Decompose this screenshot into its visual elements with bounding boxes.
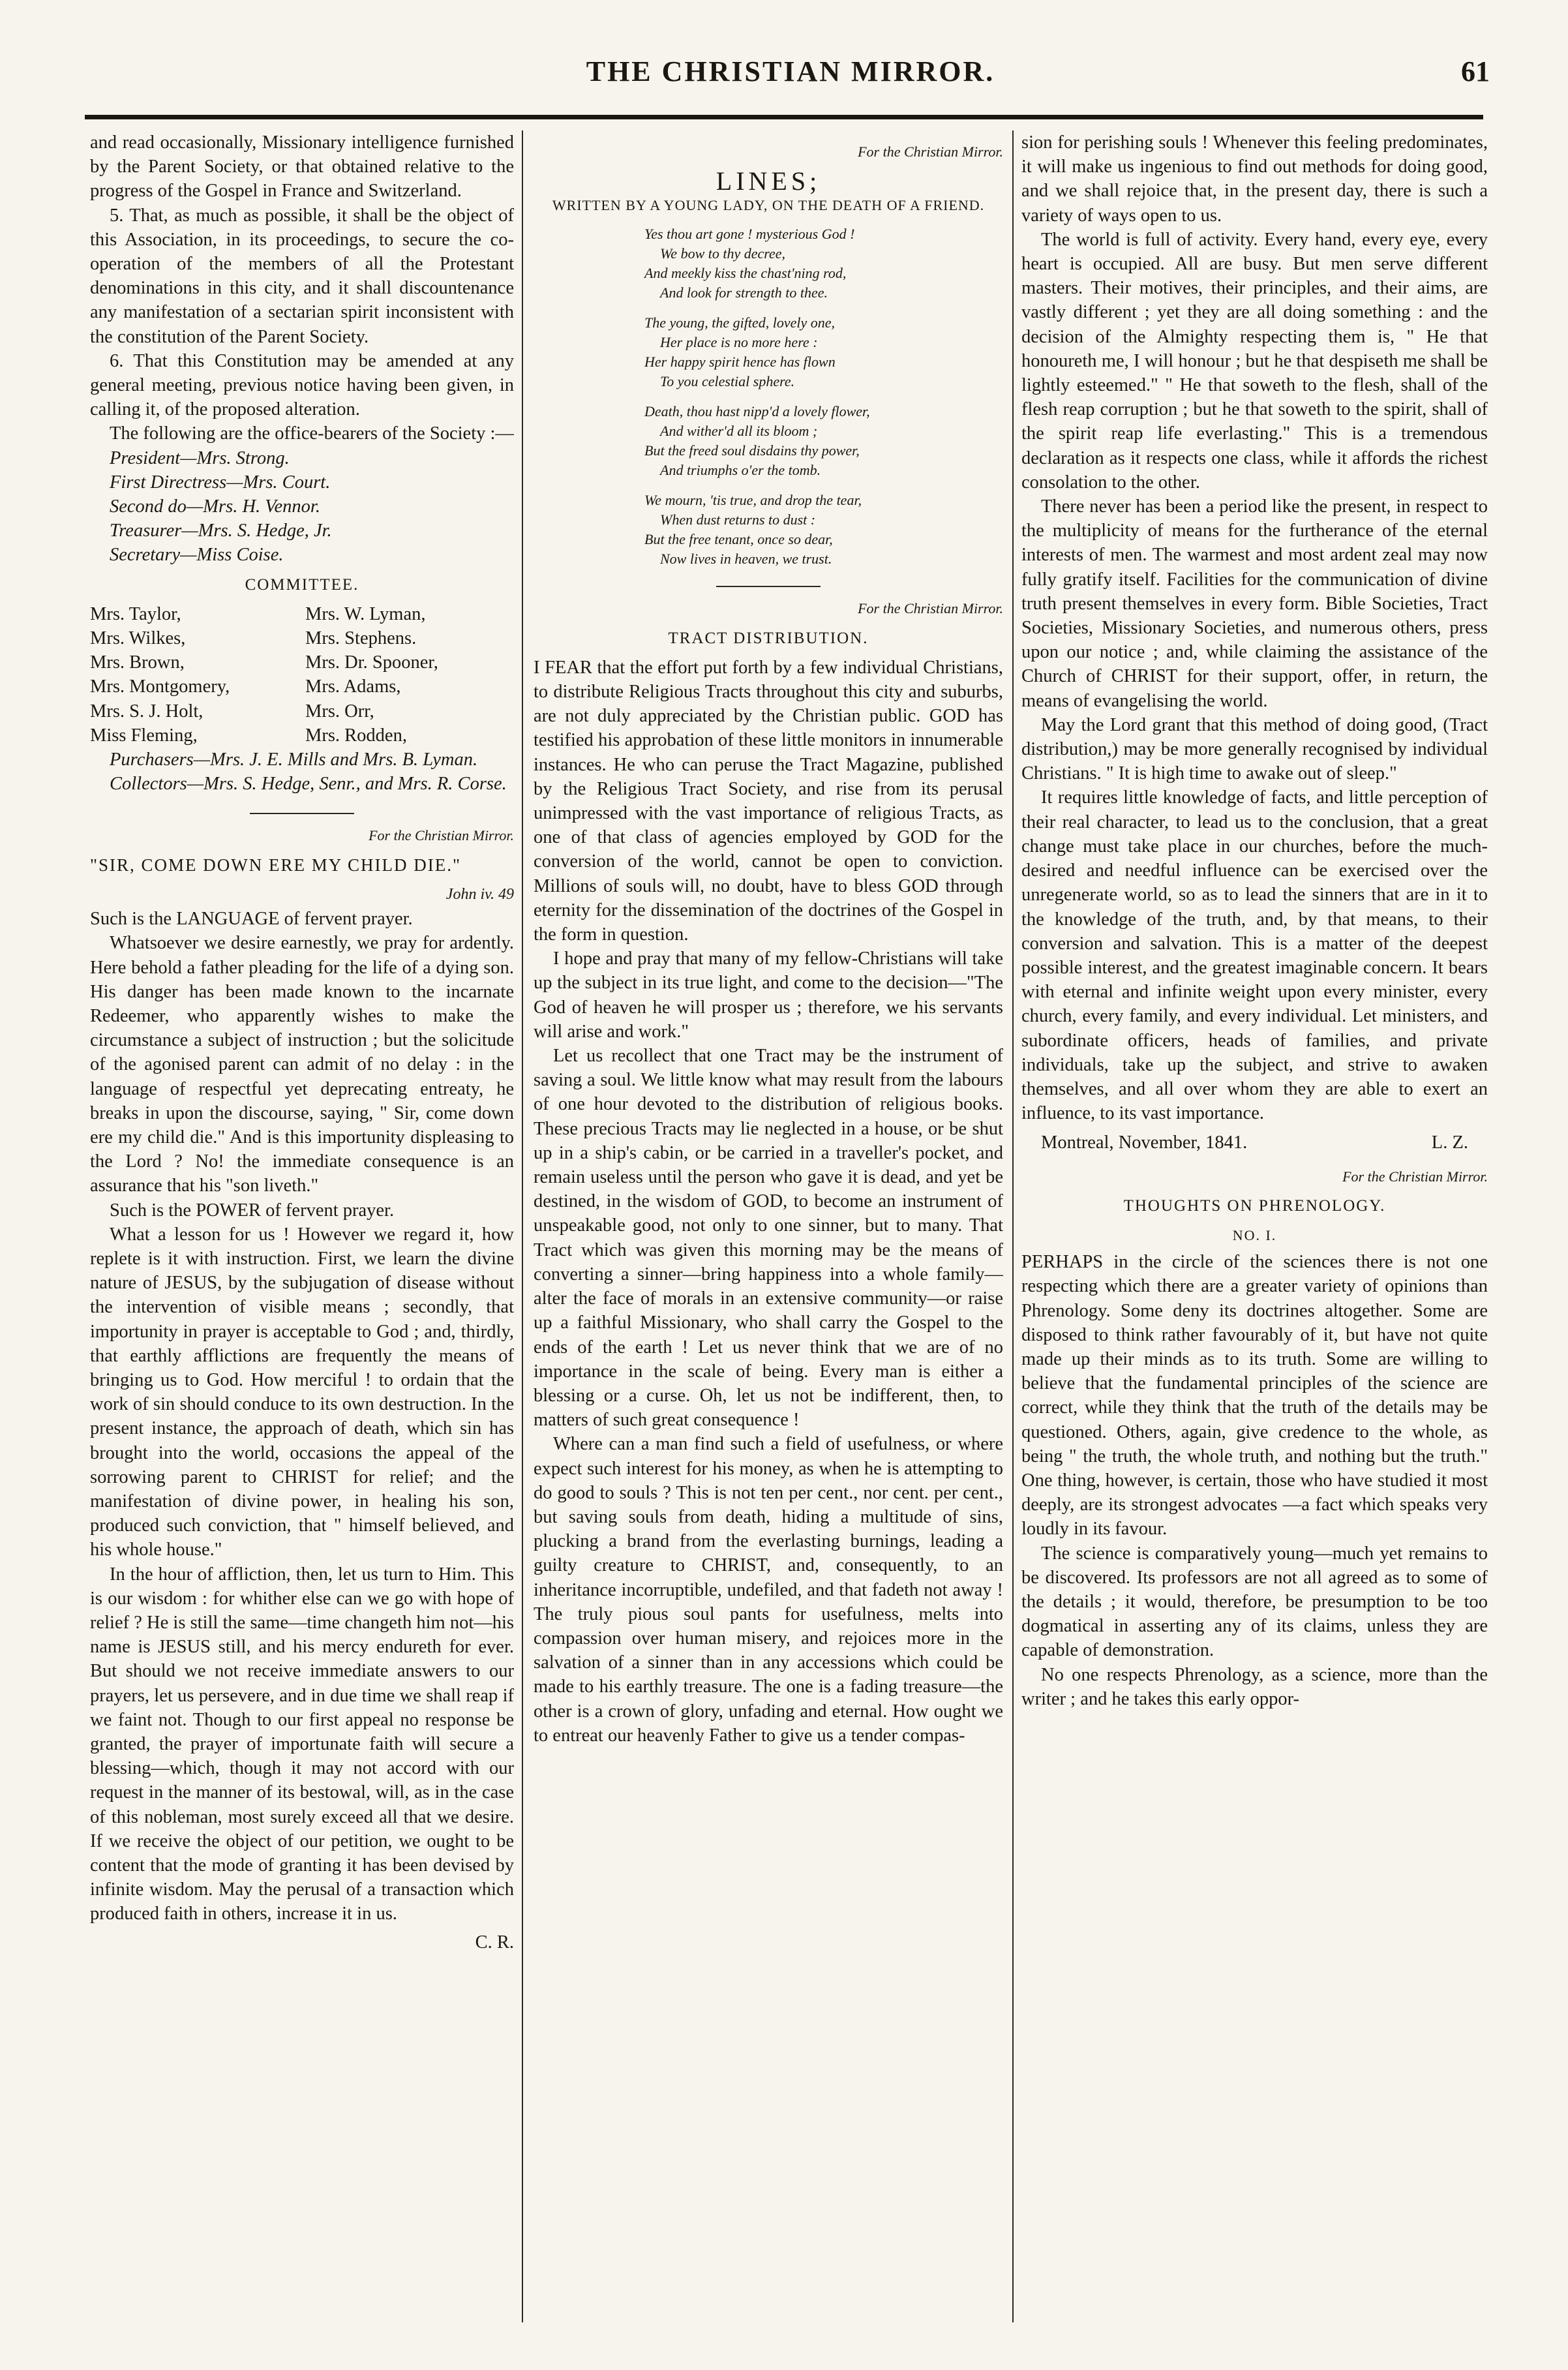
article-credit: For the Christian Mirror. [858, 600, 1003, 617]
scripture-citation: John iv. 49 [445, 885, 514, 903]
poem-line: And look for strength to thee. [660, 284, 828, 301]
poem-line: The young, the gifted, lovely one, [644, 314, 836, 331]
committee-member: Mrs. Orr, [305, 701, 374, 722]
article-paragraph: Let us recollect that one Tract may be the instrument of saving a soul. We little know what may result from the labours of one hour devoted to the distribution of religious books. These precious Tracts may lie neglected in a house, or be shut up in a ship's cabin, or be carried in a traveller's pocket, and remain useless until the person who gave it is dead, and yet be destined, in the wisdom of GOD, to become an instrument of unspeakable good, not only to one sinner, but to many. That Tract which was given this morning may be the means of converting a sinner—bring happiness into a whole family—alter the face of morals in an extensive community—or raise up a faithful Missionary, who shall carry the Gospel to the ends of the earth ! Let us never think that we are of no importance in the scale of being. Every man is either a blessing or a curse. Oh, let us not be indifferent, then, to matters of such great consequence ! [534, 1046, 1003, 1431]
column-3 [1021, 130, 1488, 2322]
article-paragraph: It requires little knowledge of facts, and little perception of their real character, to lead us to the conclusion, that a great change must take place in our churches, before the much-desired and needful influence can be exercised over the unregenerate world, so as to lead the sinners that are in it to the knowledge of the truth, and, by that means, to their conversion and salvation. This is a matter of the deepest possible interest, and the greatest imaginable concern. It bears with eternal and infinite weight upon every minister, every church, every family, and every individual. Let ministers, and subordinate officers, heads of families, and private individuals, take up the subject, and strive to awaken themselves, and all over whom they are able to exert an influence, to its vast importance. [1021, 787, 1488, 1124]
article-paragraph: Such is the LANGUAGE of fervent prayer. [90, 909, 413, 930]
header-rule [85, 115, 1483, 119]
committee-heading: COMMITTEE. [245, 575, 359, 594]
poem-stanza [644, 313, 1003, 391]
poem-stanza [644, 224, 1003, 303]
article-number: NO. I. [1232, 1226, 1277, 1243]
poem-line: We mourn, 'tis true, and drop the tear, [644, 492, 862, 509]
committee-member: Mrs. Taylor, [90, 603, 181, 624]
author-signature: C. R. [475, 1932, 514, 1952]
officer-item: President—Mrs. Strong. [110, 448, 290, 468]
dateline: Montreal, November, 1841. [1041, 1132, 1248, 1153]
committee-member: Mrs. Adams, [305, 676, 401, 697]
article-paragraph: May the Lord grant that this method of doing good, (Tract distribution,) may be more generally recognised by individual Christians. " It is high time to awake out of sleep." [1021, 714, 1488, 784]
poem-line: Her place is no more here : [660, 334, 818, 351]
purchasers-line: Purchasers—Mrs. J. E. Mills and Mrs. B. Lyman. [110, 750, 478, 770]
article-credit: For the Christian Mirror. [1342, 1168, 1488, 1185]
page-header [91, 51, 1490, 116]
poem-line: Yes thou art gone ! mysterious God ! [644, 226, 855, 243]
article-paragraph: The science is comparatively young—much yet remains to be discovered. Its professors are not all agreed as to some of the details ; it would, therefore, be presumption to be too dogmatical in asserting any of its claims, unless they are capable of demonstration. [1021, 1543, 1488, 1661]
constitution-article-6: 6. That this Constitution may be amended at any general meeting, previous notice having been given, in calling it, of the proposed alteration. [90, 350, 514, 420]
poem-line: And meekly kiss the chast'ning rod, [644, 265, 847, 282]
collectors-line: Collectors—Mrs. S. Hedge, Senr., and Mrs. R. Corse. [110, 774, 507, 795]
poem-line: To you celestial sphere. [660, 373, 795, 390]
poem-stanza [644, 402, 1003, 480]
column-divider-2 [1012, 130, 1014, 2322]
page-number: 61 [1461, 55, 1490, 87]
poem-stanza [644, 491, 1003, 569]
article-paragraph: PERHAPS in the circle of the sciences there is not one respecting which there are a greater variety of opinions than Phrenology. Some deny its doctrines altogether. Some are disposed to think rather favourably of it, but have not quite made up their minds as to its truth. Some are willing to believe that the fundamental principles of the science are correct, while they think that the truth of the details may be questioned. Others, again, give credence to the whole, as being " the truth, the whole truth, and nothing but the truth." One thing, however, is certain, those who have studied it most deeply, are its strongest advocates —a fact which speaks very loudly in its favour. [1021, 1252, 1488, 1540]
section-divider [250, 813, 354, 814]
poem-line: And wither'd all its bloom ; [660, 423, 818, 440]
article-paragraph: I FEAR that the effort put forth by a few individual Christians, to distribute Religious Tracts throughout this city and suburbs, are not duly appreciated by the Christian public. GOD has testified his approbation of these little monitors in innumerable instances. He who can peruse the Tract Magazine, published by the Religious Tract Society, and rise from its perusal unimpressed with the vast importance of religious Tracts, as one of that class of agencies employed by GOD for the conversion of the world, cannot be open to conviction. Millions of souls will, no doubt, have to bless GOD through eternity for the dissemination of the doctrines of the Gospel in the form in question. [534, 657, 1003, 945]
column-divider-1 [522, 130, 523, 2322]
officer-item: Second do—Mrs. H. Vennor. [110, 496, 320, 517]
committee-member: Mrs. Brown, [90, 652, 185, 673]
article-paragraph: In the hour of affliction, then, let us turn to Him. This is our wisdom : for whither else can we go with hope of relief ? He is still the same—time changeth him not—his name is JESUS still, and his mercy endureth for ever. But should we not receive immediate answers to our prayers, let us persevere, and in due time we shall reap if we faint not. Though to our first appeal no response be granted, the prayer of importunate faith will secure a blessing—which, though it may not accord with our request in the manner of its bestowal, will, as in the case of this nobleman, most surely exceed all that we desire. If we receive the object of our petition, we ought to be content that the mode of granting it has been devised by infinite wisdom. May the perusal of a transaction which produced faith in others, increase it in us. [90, 1564, 514, 1924]
article-paragraph: Such is the POWER of fervent prayer. [110, 1200, 395, 1221]
committee-member: Miss Fleming, [90, 725, 198, 746]
dateline-row [1021, 1131, 1488, 1155]
running-title: THE CHRISTIAN MIRROR. [586, 55, 995, 87]
constitution-paragraph: and read occasionally, Missionary intelligence furnished by the Parent Society, or that obtained relative to the progress of the Gospel in France and Switzerland. [90, 132, 514, 202]
poem-line: But the freed soul disdains thy power, [644, 442, 860, 459]
article-paragraph: Whatsoever we desire earnestly, we pray for ardently. Here behold a father pleading for the life of a dying son. His danger has been made known to the incarnate Redeemer, who apparently wishes to make the circumstance a subject of instruction ; but the solicitude of the agonised parent can admit of no delay : in the language of respectful yet deprecating entreaty, he breaks in upon the discourse, saying, " Sir, come down ere my child die." And is this importunity displeasing to the Lord ? No! the immediate consequence is an assurance that his "son liveth." [90, 933, 514, 1196]
committee-member: Mrs. Dr. Spooner, [305, 652, 438, 673]
poem-line: We bow to thy decree, [660, 245, 786, 262]
article-paragraph: No one respects Phrenology, as a science, more than the writer ; and he takes this early oppor- [1021, 1664, 1488, 1709]
author-signature: L. Z. [1431, 1132, 1468, 1153]
office-bearers-intro: The following are the office-bearers of the Society :— [110, 423, 514, 444]
article-paragraph: What a lesson for us ! However we regard it, how replete is it with instruction. First, we learn the divine nature of JESUS, by the subjugation of disease without the intervention of visible means ; secondly, that importunity in prayer is acceptable to God ; and, thirdly, that earthly afflictions are frequently the means of bringing us to God. How merciful ! to ordain that the work of sin should conduce to its own destruction. In the present instance, the approach of death, which sin has brought into the world, occasions the appeal of the sorrowing parent to CHRIST for relief; and the manifestation of divine power, in healing his son, produced such conviction, that " himself believed, and his whole house." [90, 1224, 514, 1560]
poem-line: Now lives in heaven, we trust. [660, 551, 832, 568]
poem-line: Her happy spirit hence has flown [644, 354, 836, 371]
poem-line: But the free tenant, once so dear, [644, 531, 833, 548]
committee-member: Mrs. W. Lyman, [305, 603, 426, 624]
article-paragraph: I hope and pray that many of my fellow-Christians will take up the subject in its true light, and come to the decision—"The God of heaven he will prosper us ; therefore, we his servants will arise and work." [534, 949, 1003, 1042]
section-divider [716, 586, 821, 587]
committee-member: Mrs. Wilkes, [90, 628, 186, 649]
officer-item: First Directress—Mrs. Court. [110, 472, 331, 493]
poem-line: Death, thou hast nipp'd a lovely flower, [644, 403, 870, 420]
article-paragraph: There never has been a period like the present, in respect to the multiplicity of means for the furtherance of the eternal interests of men. The warmest and most ardent zeal may now fully gratify itself. Facilities for the communication of divine truth present themselves in every form. Bible Societies, Tract Societies, Missionary Societies, and numerous others, press upon our notice ; and, while claiming the assistance of the Church of CHRIST for their support, offer, in return, the means of evangelising the world. [1021, 496, 1488, 711]
constitution-article-5: 5. That, as much as possible, it shall be the object of this Association, in its proceedings, to secure the co-operation of the members of all the Protestant denominations in this city, and it shall discountenance any manifestation of a sectarian spirit inconsistent with the constitution of the Parent Society. [90, 205, 514, 347]
committee-member: Mrs. S. J. Holt, [90, 701, 204, 722]
article-title: "SIR, COME DOWN ERE MY CHILD DIE." [90, 855, 462, 875]
poem-title: LINES; [716, 166, 821, 196]
officer-list [90, 446, 514, 568]
article-paragraph: sion for perishing souls ! Whenever this feeling predominates, it will make us ingenious to find out methods for doing good, and we shall rejoice that, in the present day, there is such a variety of ways open to us. [1021, 132, 1488, 226]
poem-line: When dust returns to dust : [660, 511, 816, 528]
column-2 [534, 130, 1003, 2322]
poem-line: And triumphs o'er the tomb. [660, 462, 821, 479]
column-1 [90, 130, 514, 2322]
officer-item: Secretary—Miss Coise. [110, 545, 284, 566]
article-title: THOUGHTS ON PHRENOLOGY. [1123, 1196, 1386, 1215]
committee-member: Mrs. Rodden, [305, 725, 407, 746]
committee-member: Mrs. Montgomery, [90, 676, 230, 697]
article-paragraph: Where can a man find such a field of usefulness, or where expect such interest for his money, as when he is attempting to do good to souls ? This is not ten per cent., nor cent. per cent., but saving souls from death, hiding a multitude of sins, plucking a brand from the everlasting burnings, leading a guilty creature to CHRIST, and, consequently, to an inheritance incorruptible, undefiled, and that fadeth not away ! The truly pious soul pants for usefulness, melts into compassion over human misery, and rejoices more in the salvation of a sinner than in any accessions which could be made to his earthly treasure. The one is a fading treasure—the other is a crown of glory, unfading and eternal. How ought we to entreat our heavenly Father to give us a tender compas- [534, 1434, 1003, 1746]
poem-subtitle: WRITTEN BY A YOUNG LADY, ON THE DEATH OF A FRIEND. [552, 197, 985, 214]
article-title: TRACT DISTRIBUTION. [668, 629, 869, 647]
poem-credit: For the Christian Mirror. [858, 144, 1003, 160]
article-credit: For the Christian Mirror. [369, 827, 514, 844]
committee-list [90, 602, 514, 748]
officer-item: Treasurer—Mrs. S. Hedge, Jr. [110, 521, 332, 541]
committee-member: Mrs. Stephens. [305, 628, 417, 649]
article-paragraph: The world is full of activity. Every hand, every eye, every heart is occupied. All are busy. But men serve different masters. Their motives, their principles, and their aims, are vastly different ; yet they are all doing something : and the decision of the Almighty respecting them is, " He that honoureth me, I will honour ; but he that despiseth me shall be lightly esteemed." " He that soweth to the flesh, shall of the flesh reap corruption ; but he that soweth to the spirit, shall of the spirit reap life everlasting." This is a tremendous declaration as it respects one class, while it affords the richest consolation to the other. [1021, 229, 1488, 493]
